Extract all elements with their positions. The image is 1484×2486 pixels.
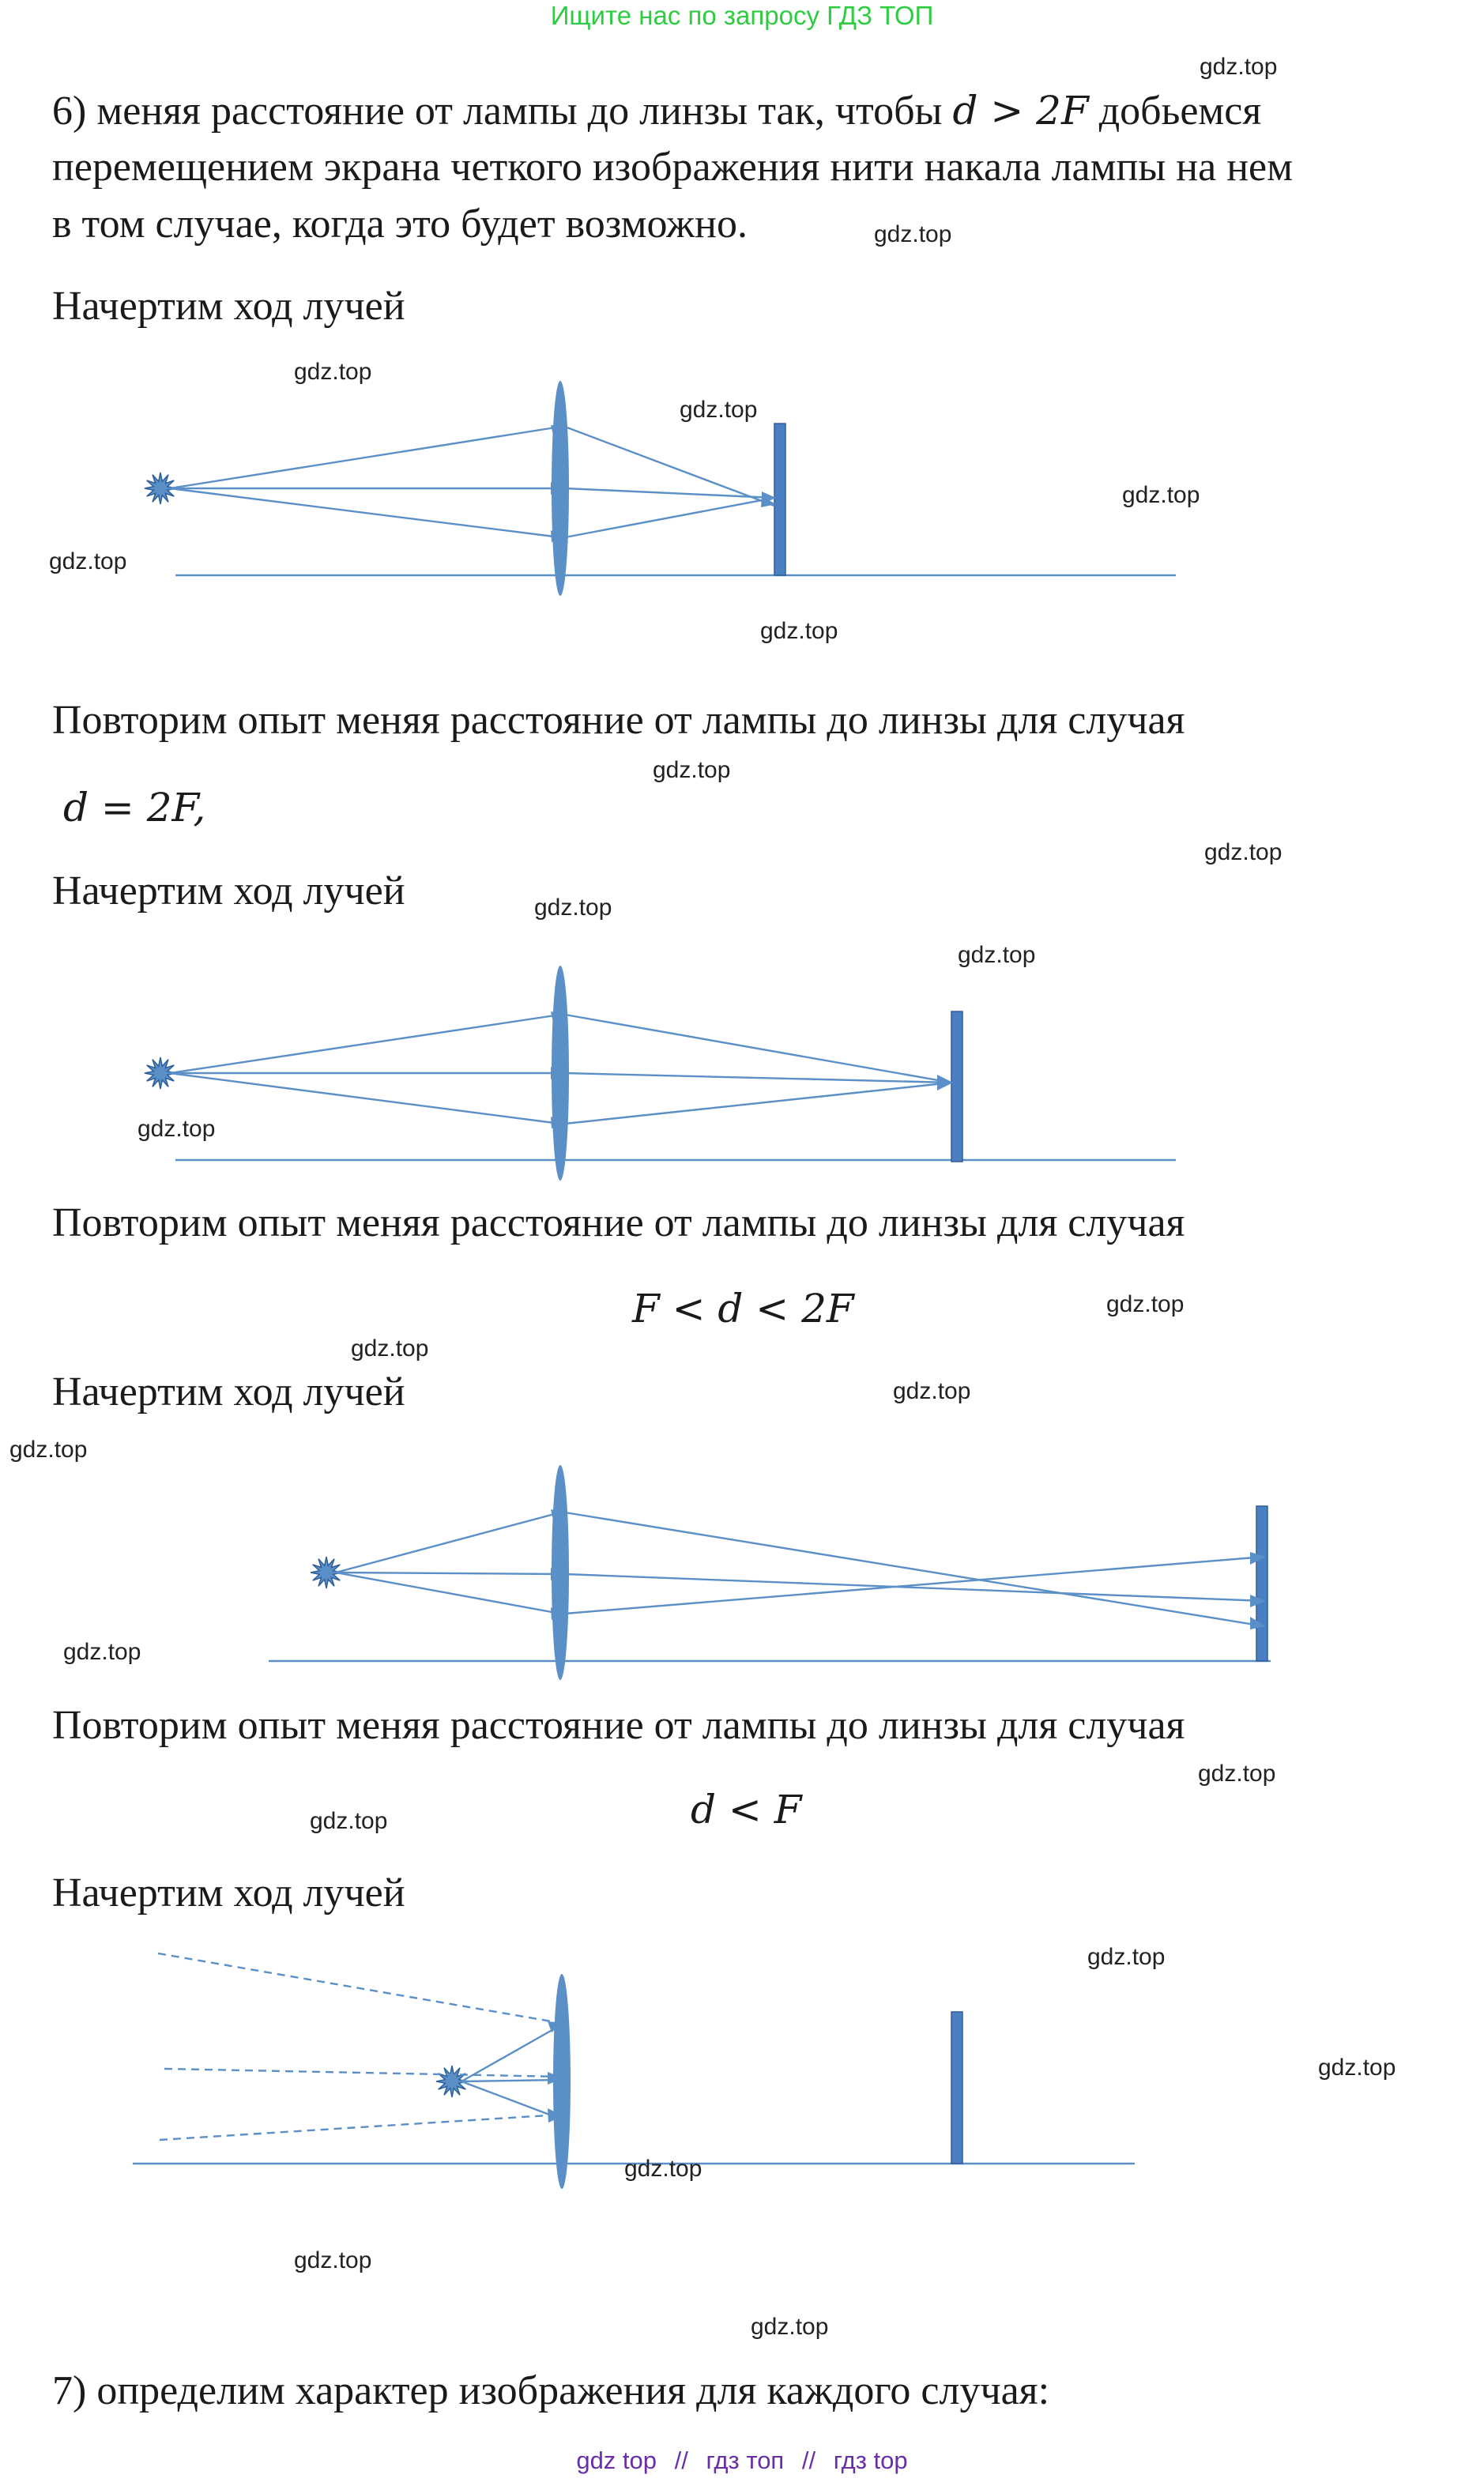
watermark: gdz.top bbox=[9, 1437, 88, 1463]
watermark: gdz.top bbox=[1200, 54, 1278, 80]
section2-intro: Повторим опыт меняя расстояние от лампы до линзы для случая bbox=[52, 698, 1185, 743]
screen bbox=[951, 1011, 962, 1162]
watermark: gdz.top bbox=[624, 2156, 702, 2182]
watermark: gdz.top bbox=[1087, 1944, 1166, 1970]
search-banner[interactable]: Ищите нас по запросу ГДЗ ТОП bbox=[550, 1, 934, 30]
watermark: gdz.top bbox=[958, 942, 1036, 968]
watermark: gdz.top bbox=[751, 2314, 829, 2340]
footer-links bbox=[0, 2446, 1484, 2475]
section4-intro: Повторим опыт меняя расстояние от лампы до линзы для случая bbox=[52, 1703, 1185, 1748]
watermark: gdz.top bbox=[760, 618, 838, 644]
watermark: gdz.top bbox=[351, 1335, 429, 1362]
section3-intro: Повторим опыт меняя расстояние от лампы до линзы для случая bbox=[52, 1200, 1185, 1245]
section2-condition: d = 2F, bbox=[63, 785, 206, 831]
watermark: gdz.top bbox=[1122, 482, 1200, 508]
arrowheads bbox=[551, 425, 776, 542]
item6-line3: в том случае, когда это будет возможно. bbox=[52, 202, 748, 247]
rays bbox=[336, 1512, 1264, 1626]
footer-link-gdz-top[interactable]: gdz top bbox=[576, 2446, 657, 2474]
section3-condition: F < d < 2F bbox=[632, 1286, 854, 1332]
item6-line1-post: добьемся bbox=[1088, 89, 1262, 134]
section4-condition: d < F bbox=[691, 1787, 802, 1832]
watermark: gdz.top bbox=[63, 1639, 141, 1665]
watermark: gdz.top bbox=[680, 397, 758, 423]
screen bbox=[774, 424, 785, 575]
item6-condition: d > 2F bbox=[952, 88, 1089, 134]
watermark: gdz.top bbox=[534, 895, 612, 921]
watermark: gdz.top bbox=[49, 548, 127, 574]
watermark: gdz.top bbox=[1106, 1291, 1185, 1317]
screen bbox=[1256, 1506, 1267, 1661]
watermark: gdz.top bbox=[294, 2247, 372, 2273]
arrowheads bbox=[551, 1011, 953, 1128]
item6-line1 bbox=[52, 82, 1261, 140]
ray-diagram-2 bbox=[0, 956, 1484, 1193]
screen bbox=[951, 2012, 962, 2164]
footer-link-gdz-top-ru[interactable]: гдз топ bbox=[706, 2446, 785, 2474]
watermark: gdz.top bbox=[1204, 839, 1282, 865]
item6-line1-pre: 6) меняя расстояние от лампы до линзы так, чтобы bbox=[52, 89, 953, 134]
footer-separator: // bbox=[801, 2446, 816, 2474]
section4-heading: Начертим ход лучей bbox=[52, 1870, 405, 1915]
section2-heading: Начертим ход лучей bbox=[52, 868, 405, 913]
section1-heading: Начертим ход лучей bbox=[52, 284, 405, 329]
watermark: gdz.top bbox=[137, 1116, 216, 1142]
rays bbox=[170, 427, 774, 537]
converging-lens bbox=[553, 1974, 571, 2189]
rays bbox=[461, 2025, 562, 2119]
ray-diagram-4 bbox=[0, 1952, 1484, 2189]
item6-line2: перемещением экрана четкого изображения нити накала лампы на нем bbox=[52, 145, 1294, 190]
section3-heading: Начертим ход лучей bbox=[52, 1369, 405, 1414]
footer-link-gdz-top-mixed[interactable]: гдз top bbox=[833, 2446, 908, 2474]
watermark: gdz.top bbox=[893, 1378, 971, 1404]
watermark: gdz.top bbox=[653, 757, 731, 783]
virtual-rays-dashed bbox=[158, 1953, 560, 2140]
ray-diagram-3 bbox=[0, 1454, 1484, 1691]
watermark: gdz.top bbox=[1318, 2055, 1396, 2081]
watermark: gdz.top bbox=[294, 359, 372, 385]
footer-separator: // bbox=[674, 2446, 688, 2474]
watermark: gdz.top bbox=[874, 221, 952, 247]
watermark: gdz.top bbox=[310, 1808, 388, 1834]
watermark: gdz.top bbox=[1198, 1761, 1276, 1787]
item7-text: 7) определим характер изображения для каждого случая: bbox=[52, 2368, 1050, 2413]
